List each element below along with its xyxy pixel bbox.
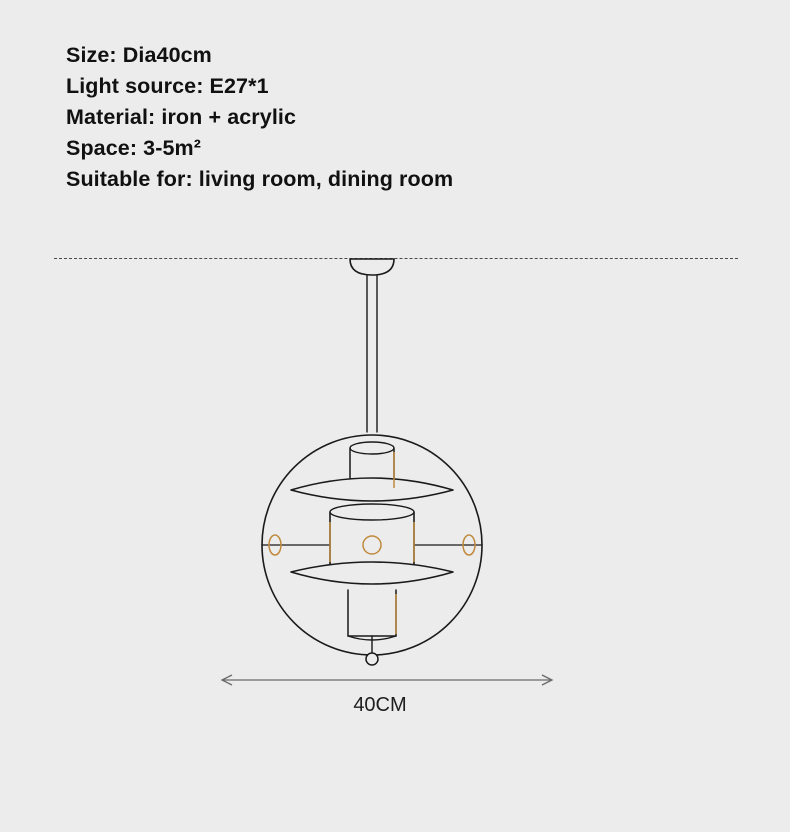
spec-line-light-source: Light source: E27*1 [66,74,269,98]
bottom-inner-cylinder [348,590,396,636]
upper-shade [291,478,453,501]
top-cylinder-cap [350,442,394,454]
lower-shade [291,562,453,584]
dimension-label-text: 40CM [353,694,407,716]
spec-line-space: Space: 3-5m² [66,136,202,160]
e27-bulb [366,653,378,665]
spec-line-suitable-for: Suitable for: living room, dining room [66,167,454,191]
spec-line-material: Material: iron + acrylic [66,105,297,129]
dimension-line-group [222,675,552,685]
middle-housing-cap-top [330,504,414,520]
dimension-label [0,694,790,717]
spec-line-size: Size: Dia40cm [66,43,212,67]
ceiling-canopy [350,259,394,275]
